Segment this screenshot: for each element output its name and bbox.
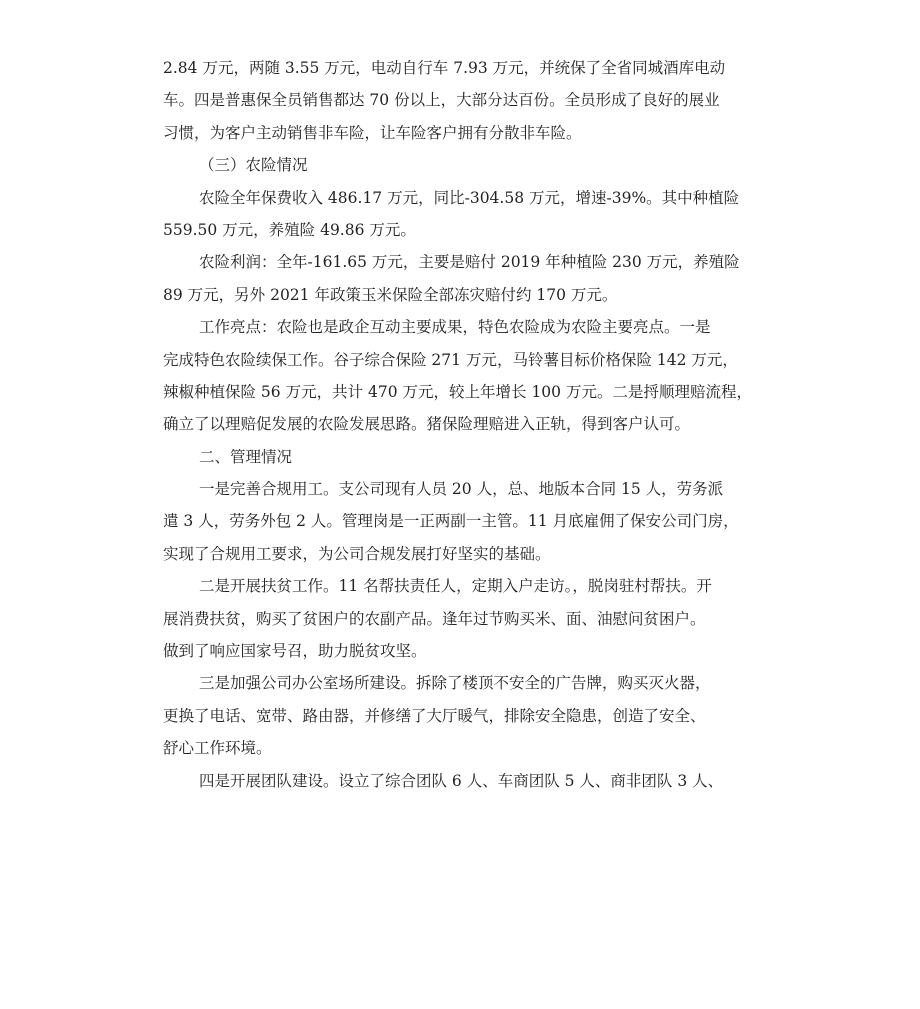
text-line-2: 车。四是普惠保全员销售都达 70 份以上，大部分达百份。全员形成了良好的展业 [163,91,720,110]
text-line-16: 实现了合规用工要求，为公司合规发展打好坚实的基础。 [163,544,551,563]
text-line-21: 更换了电话、宽带、路由器，并修缮了大厅暖气，排除安全隐患，创造了安全、 [163,706,706,725]
text-line-1: 2.84 万元，两随 3.55 万元，电动自行车 7.93 万元，并统保了全省同城酒库电动 [163,59,726,77]
text-line-20: 三是加强公司办公室场所建设。拆除了楼顶不安全的广告牌，购买灭火器， [199,674,711,693]
text-line-15: 遣 3 人，劳务外包 2 人。管理岗是一正两副一主管。11 月底雇佣了保安公司门房， [163,512,739,531]
text-line-9: 工作亮点：农险也是政企互动主要成果，特色农险成为农险主要亮点。一是 [199,318,711,337]
text-line-5: 农险全年保费收入 486.17 万元，同比-304.58 万元，增速-39%。其中种植险 [199,188,740,207]
text-line-10: 完成特色农险续保工作。谷子综合保险 271 万元，马铃薯目标价格保险 142 万元， [163,350,738,369]
text-line-19: 做到了响应国家号召，助力脱贫攻坚。 [163,642,427,661]
section-heading-management: 二、管理情况 [199,447,293,466]
section-heading-agricultural-insurance: （三）农险情况 [199,156,308,175]
text-line-12: 确立了以理赔促发展的农险发展思路。猪保险理赔进入正轨，得到客户认可。 [163,415,691,434]
text-line-8: 89 万元，另外 2021 年政策玉米保险全部冻灾赔付约 170 万元。 [163,285,618,304]
text-line-22: 舒心工作环境。 [163,739,272,758]
text-line-11: 辣椒种植保险 56 万元，共计 470 万元，较上年增长 100 万元。二是捋顺理赔流程， [163,382,752,401]
text-line-17: 二是开展扶贫工作。11 名帮扶责任人，定期入户走访。，脱岗驻村帮扶。开 [199,577,712,596]
text-line-3: 习惯，为客户主动销售非车险，让车险客户拥有分散非车险。 [163,123,582,142]
text-line-6: 559.50 万元，养殖险 49.86 万元。 [163,220,416,239]
text-line-23: 四是开展团队建设。设立了综合团队 6 人、车商团队 5 人、商非团队 3 人、 [199,771,724,790]
text-line-7: 农险利润：全年-161.65 万元，主要是赔付 2019 年种植险 230 万元，养殖险 [199,253,740,272]
document-body [163,52,763,797]
text-line-14: 一是完善合规用工。支公司现有人员 20 人，总、地版本合同 15 人，劳务派 [199,480,724,499]
text-line-18: 展消费扶贫，购买了贫困户的农副产品。逢年过节购买米、面、油慰问贫困户。 [163,609,706,628]
